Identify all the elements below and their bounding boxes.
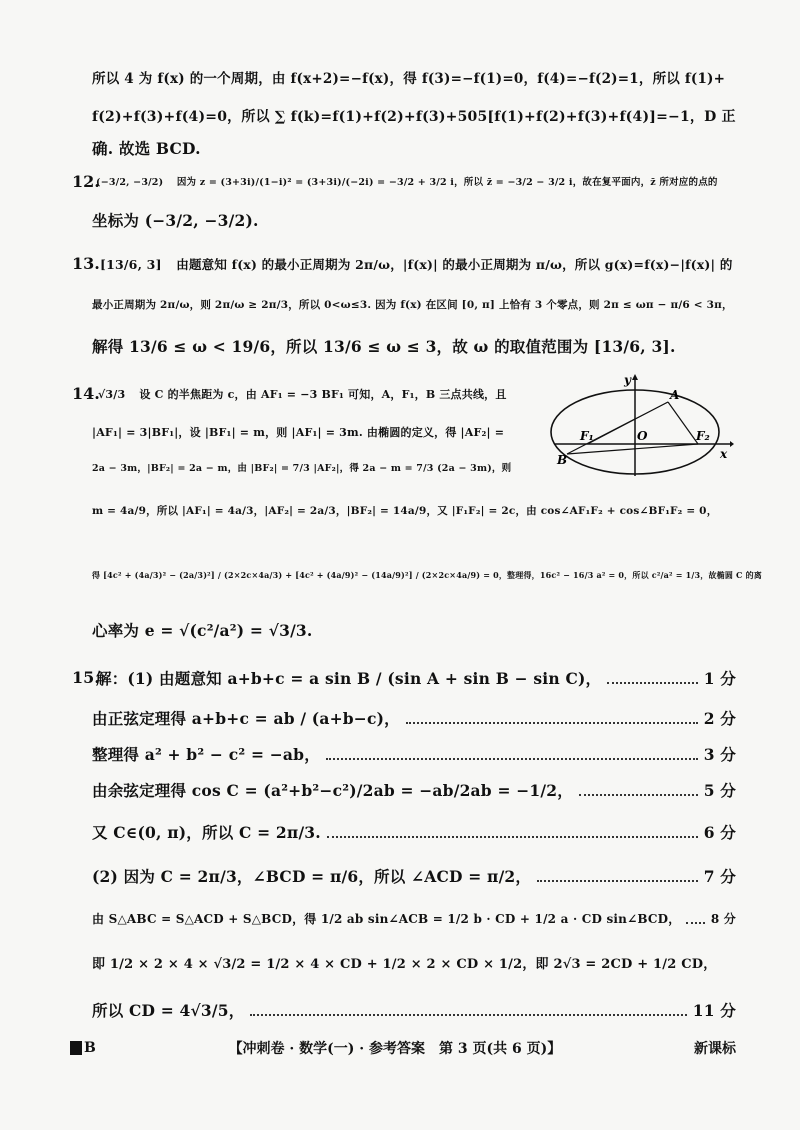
footer-left [70,1040,96,1056]
q13-line-2: 最小正周期为 2π/ω，则 2π/ω ≥ 2π/3，所以 0<ω≤3. 因为 f(x) 在区间 [0, π] 上恰有 3 个零点，则 2π ≤ ωπ − π/6 < 3π， [92,299,733,311]
label-f1: F₁ [580,429,594,443]
q12-line-1-wrap [96,172,736,194]
q11-line-1: 所以 4 为 f(x) 的一个周期，由 f(x+2)=−f(x)，得 f(3)=−f(1)=0，f(4)=−f(2)=1，所以 f(1)+ [92,71,726,87]
q15-row-7-points: 8 分 [710,912,736,926]
q15-row-4-text: 由余弦定理得 cos C = (a²+b²−c²)/2ab = −ab/2ab = −1/2， [92,781,573,800]
q15-row-3 [92,744,736,766]
label-f2: F₂ [696,429,710,443]
q14-line-6: 心率为 e = √(c²/a²) = √3/3. [92,621,313,640]
q11-line-2: f(2)+f(3)+f(4)=0，所以 ∑ f(k)=f(1)+f(2)+f(3)+505[f(1)+f(2)+f(3)+f(4)]=−1，D 正 [92,109,736,125]
q12-line-2: 坐标为 (−3/2, −3/2). [92,211,259,230]
leader-dots [579,793,698,796]
q13-line-1-wrap [100,254,736,276]
q15-row-5-text: 又 C∈(0, π)，所以 C = 2π/3. [92,823,321,842]
q13-line-1: 由题意知 f(x) 的最小正周期为 2π/ω，|f(x)| 的最小正周期为 π/ω，所以 g(x)=f(x)−|f(x)| 的 [176,257,733,272]
label-b: B [557,453,568,467]
q13-answer: [13/6, 3] [100,257,162,272]
leader-dots [406,721,698,724]
q15-row-7-text: 由 S△ABC = S△ACD + S△BCD，得 1/2 ab sin∠ACB = 1/2 b · CD + 1/2 a · CD sin∠BCD， [92,912,681,926]
q15-row-8-text: 即 1/2 × 2 × 4 × √3/2 = 1/2 × 4 × CD + 1/2 × 2 × CD × 1/2，即 2√3 = 2CD + 1/2 CD， [92,957,717,972]
q15-row-1-points: 1 分 [703,669,736,688]
footer-right: 新课标 [694,1041,736,1057]
leader-dots [537,879,698,882]
q15-row-6-text: (2) 因为 C = 2π/3，∠BCD = π/6，所以 ∠ACD = π/2， [92,867,532,886]
line-bf2 [567,444,698,454]
x-axis-arrow [730,441,734,447]
footer-left-text: B [84,1040,96,1056]
footer-center: 【冲刺卷 · 数学(一) · 参考答案 第 3 页(共 6 页)】 [228,1041,562,1057]
label-a: A [670,388,680,402]
q15-row-6 [92,866,736,888]
leader-dots [607,681,697,684]
q15-row-8 [92,954,736,976]
q15-row-6-points: 7 分 [703,867,736,886]
y-axis-arrow [632,374,638,380]
q13-line-3: 解得 13/6 ≤ ω < 19/6，所以 13/6 ≤ ω ≤ 3，故 ω 的取值范围为 [13/6, 3]. [92,337,676,356]
q14-line-5: 得 [4c² + (4a/3)² − (2a/3)²] / (2×2c×4a/3) + [4c² + (4a/9)² − (14a/9)²] / (2×2c×4a/9) = 0，整理得，16c² − 16/3 a² = 0，所以 c²/a² = 1/3，故椭圆 C 的离 [92,570,763,580]
q14-number: 14. [72,384,100,403]
q11-line-3: 确. 故选 BCD. [92,139,201,158]
q15-row-1-text: 解：(1) 由题意知 a+b+c = a sin B / (sin A + sin B − sin C)， [96,669,602,688]
q15-row-4 [92,780,736,802]
q14-answer: √3/3 [98,388,126,401]
ellipse-figure [548,372,734,478]
q14-line-2: |AF₁| = 3|BF₁|，设 |BF₁| = m，则 |AF₁| = 3m. 由椭圆的定义，得 |AF₂| = [92,426,505,439]
q15-row-9 [92,1000,736,1022]
label-y: y [624,373,631,387]
q15-row-3-text: 整理得 a² + b² − c² = −ab， [92,745,320,764]
leader-dots [326,757,698,760]
leader-dots [686,921,704,924]
leader-dots [327,835,698,838]
q15-row-2 [92,708,736,730]
line-af2 [668,402,698,444]
q15-row-5 [92,822,736,844]
q15-row-5-points: 6 分 [703,823,736,842]
q15-row-4-points: 5 分 [703,781,736,800]
leader-dots [250,1013,686,1016]
q15-row-3-points: 3 分 [703,745,736,764]
q15-row-7 [92,908,736,930]
label-x: x [720,447,728,461]
q13-number: 13. [72,254,100,273]
black-block-icon [70,1041,82,1055]
q15-row-2-points: 2 分 [703,709,736,728]
q14-line-1-wrap [98,384,510,406]
q12-number: 12. [72,172,100,191]
q15-row-1 [96,668,736,690]
page-footer [70,1038,736,1058]
line-f1a [588,402,668,444]
q14-line-3: 2a − 3m，|BF₂| = 2a − m，由 |BF₂| = 7/3 |AF₂|，得 2a − m = 7/3 (2a − 3m)，则 [92,463,512,474]
q15-number: 15. [72,668,100,687]
q15-row-9-text: 所以 CD = 4√3/5， [92,1001,245,1020]
q12-answer: (−3/2, −3/2) [96,177,164,188]
label-o: O [637,429,648,443]
q15-row-9-points: 11 分 [692,1001,736,1020]
q14-line-1: 设 C 的半焦距为 c，由 AF₁ = −3 BF₁ 可知，A，F₁，B 三点共线，且 [139,388,507,401]
q15-row-2-text: 由正弦定理得 a+b+c = ab / (a+b−c)， [92,709,400,728]
q12-line-1: 因为 z = (3+3i)/(1−i)² = (3+3i)/(−2i) = −3/2 + 3/2 i，所以 z̄ = −3/2 − 3/2 i，故在复平面内，z̄ 所对应的点的 [176,177,718,188]
q14-line-4: m = 4a/9，所以 |AF₁| = 4a/3，|AF₂| = 2a/3，|BF₂| = 14a/9，又 |F₁F₂| = 2c，由 cos∠AF₁F₂ + cos∠BF₁F₂ = 0， [92,505,718,517]
